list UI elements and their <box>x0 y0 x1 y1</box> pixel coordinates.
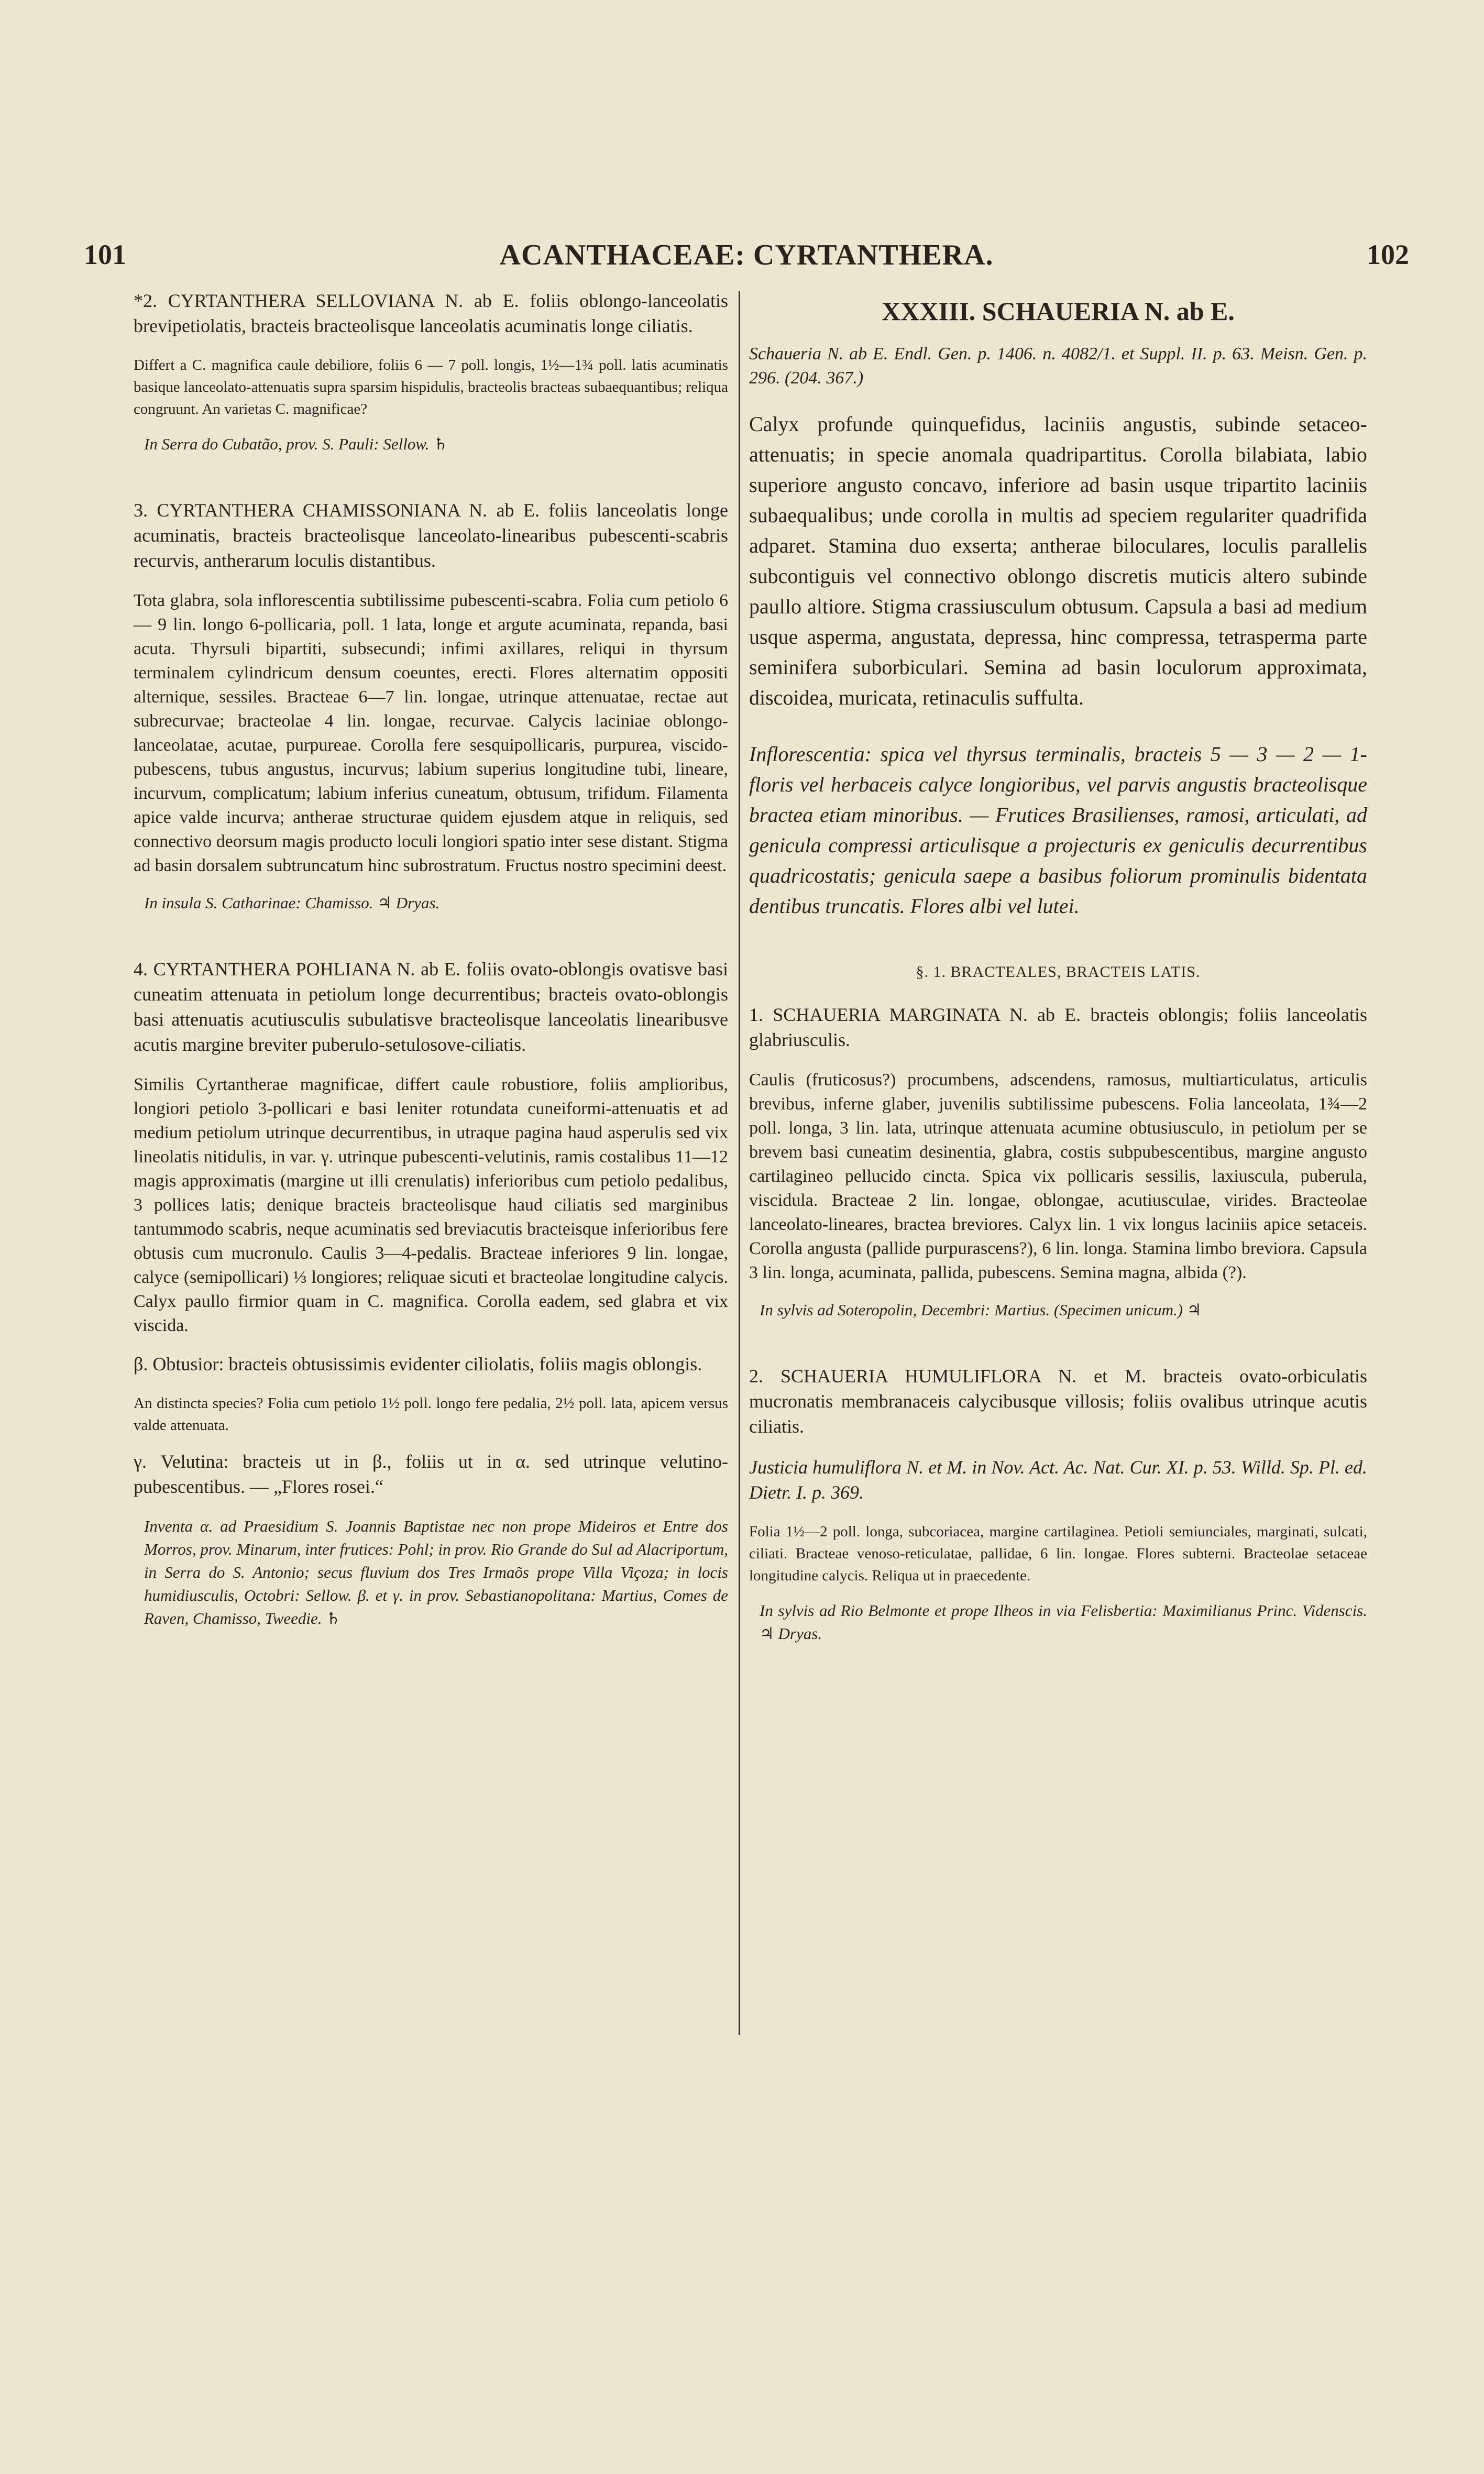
species-locality: In sylvis ad Soteropolin, Decembri: Martius. (Specimen unicum.) ♃ <box>760 1301 1202 1319</box>
species-locality: In Serra do Cubatão, prov. S. Pauli: Sellow. ♄ <box>144 435 448 453</box>
species-diagnosis: *2. CYRTANTHERA SELLOVIANA N. ab E. foliis oblongo-lanceolatis brevipetiolatis, bracteis bracteolisque lanceolatis acuminatis longe ciliatis. <box>134 290 728 336</box>
species-note: Differt a C. magnifica caule debiliore, foliis 6 — 7 poll. longis, 1½—1¾ poll. latis acuminatis basique lanceolato-attenuatis supra sparsim hispidulis, bracteolis bracteas subaequantibus; reliqua congruunt. An varietas C. magnificae? <box>134 357 728 417</box>
species-description: Similis Cyrtantherae magnificae, differt caule robustiore, foliis amplioribus, longiori petiolo 3-pollicari e basi leniter rotundata cuneiformi-attenuatis et ad medium petiolum utrinque decurrentibus, in utraque pagina haud asperulis sed vix lineolatis nitidulis, in var. γ. utrinque pubescenti-velutinis, ramis costalibus 11—12 magis approximatis (margine ut illi crenulatis) inferioribus cum petiolo pedalibus, 3 pollices latis; denique bracteis bracteolisque haud ciliatis sed marginibus tantummodo scabris, neque acuminatis sed breviacutis bracteisque inferioribus fere obtusis cum mucronulo. Caulis 3—4-pedalis. Bracteae inferiores 9 lin. longae, calyce (semipollicari) ⅓ longiores; reliquae sicuti et bracteolae longitudine calycis. Calyx paullo firmior quam in C. magnifica. Corolla eadem, sed glabra et vix viscida. <box>134 1075 728 1335</box>
variety-gamma: γ. Velutina: bracteis ut in β., foliis ut in α. sed utrinque velutino-pubescentibus. — „Flores rosei.“ <box>134 1451 728 1497</box>
species-locality: In sylvis ad Rio Belmonte et prope Ilheos in via Felisbertia: Maximilianus Princ. Videnscis. ♃ Dryas. <box>760 1601 1367 1643</box>
species-diagnosis: 3. CYRTANTHERA CHAMISSONIANA N. ab E. foliis lanceolatis longe acuminatis, bracteis bracteolisque lanceolato-linearibus pubescenti-scabris recurvis, antherarum loculis distantibus. <box>134 500 728 571</box>
page-header <box>84 238 1409 280</box>
section-heading: §. 1. BRACTEALES, BRACTEIS LATIS. <box>916 963 1201 981</box>
species-description: Caulis (fruticosus?) procumbens, adscendens, ramosus, multiarticulatus, articulis brevibus, inferne glaber, juvenilis subtilissime pubescens. Folia lanceolata, 1¾—2 poll. longa, 3 lin. lata, utrinque attenuata acumine obtusiusculo, in petiolum per se brevem basi cuneatim desinentia, glabra, costis subpubescentibus, margine angusto cartilagineo pellucido cincta. Spica vix pollicaris sessilis, laxiuscula, puberula, viscidula. Bracteae 2 lin. longae, oblongae, acutiusculae, virides. Bracteolae lanceolato-lineares, bractea breviores. Calyx lin. 1 vix longus laciniis apice setaceis. Corolla angusta (pallide purpurascens?), 6 lin. longa. Stamina limbo breviora. Capsula 3 lin. longa, acuminata, pallida, pubescens. Semina magna, albida (?). <box>749 1070 1367 1282</box>
species-locality: In insula S. Catharinae: Chamisso. ♃ Dryas. <box>144 894 440 912</box>
page-number-left: 101 <box>84 239 126 270</box>
variety-note: An distincta species? Folia cum petiolo 1½ poll. longo fere pedalia, 2½ poll. lata, apicem versus valde attenuata. <box>134 1395 728 1434</box>
species-locality: Inventa α. ad Praesidium S. Joannis Baptistae nec non prope Mideiros et Entre dos Morros, prov. Minarum, inter frutices: Pohl; in prov. Rio Grande do Sul ad Alacriportum, in Serra do S. Antonio; secus fluvium dos Tres Irmaõs prope Villa Viçoza; in locis humidiusculis, Octobri: Sellow. β. et γ. in prov. Sebastianopolitana: Martius, Comes de Raven, Chamisso, Tweedie. ♄ <box>144 1517 728 1628</box>
left-column <box>134 288 728 1672</box>
genus-description: Calyx profunde quinquefidus, laciniis angustis, subinde setaceo-attenuatis; in specie anomala quadripartitus. Corolla bilabiata, labio superiore angusto concavo, inferiore ad basin usque tripartito laciniis subaequalibus; unde corolla in multis ad speciem regulariter quadrifida adparet. Stamina duo exserta; antherae biloculares, loculis parallelis subcontiguis vel connectivo oblongo discretis muticis altero subinde paullo altiore. Stigma crassiusculum obtusum. Capsula a basi ad medium usque asperma, angustata, depressa, hinc compressa, tetrasperma parte seminifera suborbiculari. Semina ad basin loculorum approximata, discoidea, muricata, retinaculis suffulta. <box>749 412 1367 709</box>
genus-title: XXXIII. SCHAUERIA N. ab E. <box>882 296 1235 326</box>
species-synonyms: Justicia humuliflora N. et M. in Nov. Act. Ac. Nat. Cur. XI. p. 53. Willd. Sp. Pl. ed. Dietr. I. p. 369. <box>749 1457 1367 1503</box>
running-title: ACANTHACEAE: CYRTANTHERA. <box>499 239 994 271</box>
genus-synonyms: Schaueria N. ab E. Endl. Gen. p. 1406. n. 4082/1. et Suppl. II. p. 63. Meisn. Gen. p. 296. (204. 367.) <box>749 344 1367 388</box>
variety-beta: β. Obtusior: bracteis obtusissimis evidenter ciliolatis, foliis magis oblongis. <box>134 1354 702 1375</box>
species-diagnosis: 4. CYRTANTHERA POHLIANA N. ab E. foliis ovato-oblongis ovatisve basi cuneatim attenuata in petiolum longe decurrentibus; bracteis ovato-oblongis basi attenuatis acutiusculis subulatisve bracteolisque lanceolatis linearibusve acutis margine breviter puberulo-setulosove-ciliatis. <box>134 959 728 1055</box>
species-description: Folia 1½—2 poll. longa, subcoriacea, margine cartilaginea. Petioli semiunciales, marginati, sulcati, ciliati. Bracteae venoso-reticulatae, pallidae, 6 lin. longae. Flores subterni. Bracteolae setaceae longitudine calycis. Reliqua ut in praecedente. <box>749 1523 1367 1584</box>
right-column <box>749 288 1367 1687</box>
column-divider <box>739 291 740 2035</box>
species-description: Tota glabra, sola inflorescentia subtilissime pubescenti-scabra. Folia cum petiolo 6 — 9 lin. longo 6-pollicaria, poll. 1 lata, longe et argute acuminata, repanda, basi acuta. Thyrsuli bipartiti, subsecundi; infimi axillares, reliqui in thyrsum terminalem cylindricum densum coeuntes, erecti. Flores alternatim oppositi alternique, sessiles. Bracteae 6—7 lin. longae, utrinque attenuatae, rectae aut subrecurvae; bracteolae 4 lin. longae, recurvae. Calycis laciniae oblongo-lanceolatae, acutae, purpureae. Corolla fere sesquipollicaris, purpurea, viscido-pubescens, tubus angustus, incurvus; labium superius longitudine tubi, lineare, incurvum, complicatum; labium inferius cuneatum, obtusum, trifidum. Filamenta apice valde incurva; antherae structurae quidem ejusdem atque in reliquis, sed connectivo deorsum magis producto loculi longiori spatio inter sese distant. Stigma ad basin dorsalem subtruncatum hinc subrostratum. Fructus nostro specimini deest. <box>134 591 728 875</box>
genus-inflorescence: Inflorescentia: spica vel thyrsus terminalis, bracteis 5 — 3 — 2 — 1-floris vel herbaceis calyce longioribus, vel parvis angustis bracteolisque bractea etiam minoribus. — Frutices Brasilienses, ramosi, articulati, ad genicula compressi articulisque a projecturis ex geniculis decurrentibus quadricostatis; genicula saepe a basibus foliorum prominulis bidentata dentibus truncatis. Flores albi vel lutei. <box>749 742 1367 918</box>
species-diagnosis: 2. SCHAUERIA HUMULIFLORA N. et M. bracteis ovato-orbiculatis mucronatis membranaceis calycibusque villosis; foliis ovalibus utrinque acutis ciliatis. <box>749 1366 1367 1437</box>
page-number-right: 102 <box>1367 239 1409 270</box>
species-diagnosis: 1. SCHAUERIA MARGINATA N. ab E. bracteis oblongis; foliis lanceolatis glabriusculis. <box>749 1004 1367 1050</box>
